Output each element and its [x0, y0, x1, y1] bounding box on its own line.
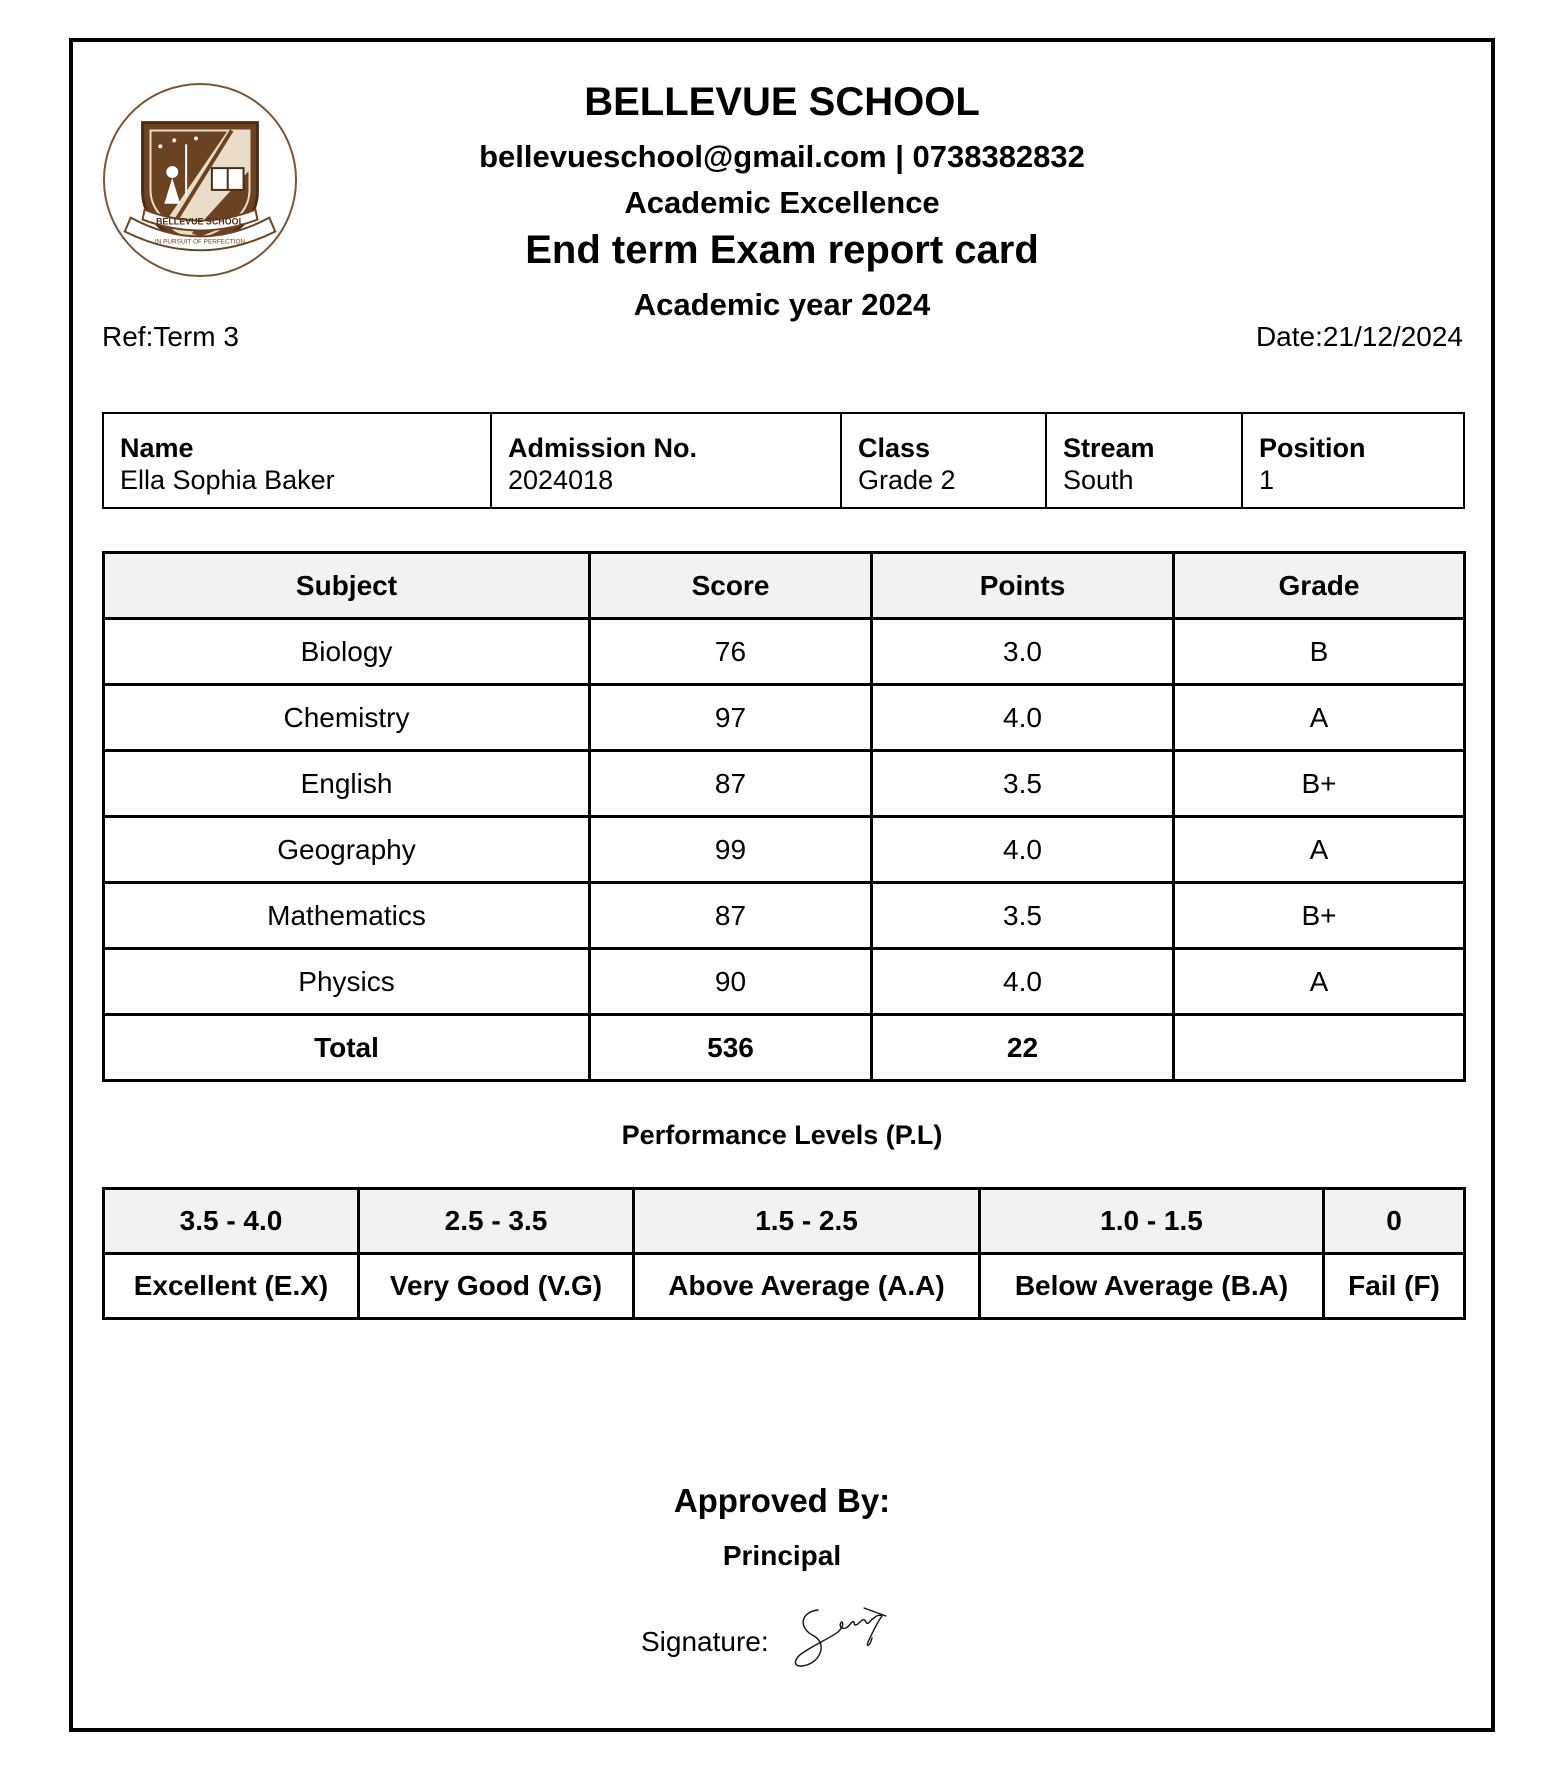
points-cell: 4.0: [872, 685, 1174, 751]
score-cell: 76: [590, 619, 872, 685]
admission-number: 2024018: [508, 465, 614, 495]
performance-levels-title: Performance Levels (P.L): [621, 1120, 943, 1150]
table-row: [104, 751, 1465, 817]
header-grade: Grade: [1174, 553, 1465, 619]
total-row: [104, 1015, 1465, 1081]
class-value: Grade 2: [858, 465, 956, 495]
subject-cell: Biology: [104, 619, 590, 685]
level-labels-row: [104, 1254, 1465, 1319]
school-name: BELLEVUE SCHOOL: [584, 80, 980, 124]
class-cell: [841, 413, 1046, 508]
academic-year: Academic year 2024: [633, 287, 931, 322]
student-name: Ella Sophia Baker: [120, 465, 335, 495]
subject-cell: Mathematics: [104, 883, 590, 949]
header-points: Points: [872, 553, 1174, 619]
grade-cell: A: [1174, 949, 1465, 1015]
logo-tagline: IN PURSUIT OF PERFECTION: [154, 238, 246, 246]
grade-cell: B: [1174, 619, 1465, 685]
grade-cell: A: [1174, 817, 1465, 883]
grade-cell: A: [1174, 685, 1465, 751]
points-cell: 3.5: [872, 751, 1174, 817]
level-label: Above Average (A.A): [634, 1254, 980, 1319]
subject-cell: English: [104, 751, 590, 817]
position-value: 1: [1259, 465, 1275, 495]
position-label: Position: [1259, 433, 1366, 463]
level-range: 1.5 - 2.5: [634, 1189, 980, 1254]
score-cell: 97: [590, 685, 872, 751]
score-cell: 87: [590, 751, 872, 817]
admission-label: Admission No.: [508, 433, 698, 463]
level-range: 2.5 - 3.5: [359, 1189, 634, 1254]
level-label: Fail (F): [1324, 1254, 1465, 1319]
points-cell: 3.0: [872, 619, 1174, 685]
table-row: [104, 685, 1465, 751]
header-subject: Subject: [104, 553, 590, 619]
admission-cell: [491, 413, 841, 508]
level-range: 3.5 - 4.0: [104, 1189, 359, 1254]
grades-header-row: [104, 553, 1465, 619]
table-row: [104, 817, 1465, 883]
stream-value: South: [1063, 465, 1134, 495]
logo-text: BELLEVUE SCHOOL: [155, 216, 245, 227]
points-cell: 3.5: [872, 883, 1174, 949]
report-date: Date:21/12/2024: [1255, 321, 1463, 352]
signature-label: Signature:: [641, 1626, 769, 1657]
total-grade: [1174, 1015, 1465, 1081]
table-row: [104, 949, 1465, 1015]
points-cell: 4.0: [872, 949, 1174, 1015]
level-label: Below Average (B.A): [980, 1254, 1324, 1319]
school-motto: Academic Excellence: [624, 185, 940, 220]
subject-cell: Geography: [104, 817, 590, 883]
name-label: Name: [120, 433, 194, 463]
score-cell: 99: [590, 817, 872, 883]
term-reference: Ref:Term 3: [102, 321, 239, 352]
school-contact: bellevueschool@gmail.com | 0738382832: [479, 139, 1085, 174]
level-range: 1.0 - 1.5: [980, 1189, 1324, 1254]
student-info-table: [102, 412, 1465, 509]
stream-label: Stream: [1063, 433, 1155, 463]
total-points: 22: [872, 1015, 1174, 1081]
report-title: End term Exam report card: [525, 228, 1039, 272]
header-score: Score: [590, 553, 872, 619]
approver-role: Principal: [722, 1540, 842, 1571]
signature-image: [790, 1602, 890, 1672]
subject-cell: Physics: [104, 949, 590, 1015]
table-row: [104, 619, 1465, 685]
total-score: 536: [590, 1015, 872, 1081]
grade-cell: B+: [1174, 883, 1465, 949]
level-ranges-row: [104, 1189, 1465, 1254]
table-row: [104, 883, 1465, 949]
approved-by-heading: Approved By:: [673, 1482, 891, 1519]
class-label: Class: [858, 433, 931, 463]
position-cell: [1242, 413, 1464, 508]
student-name-cell: [103, 413, 491, 508]
total-label: Total: [104, 1015, 590, 1081]
level-label: Excellent (E.X): [104, 1254, 359, 1319]
level-label: Very Good (V.G): [359, 1254, 634, 1319]
subject-cell: Chemistry: [104, 685, 590, 751]
stream-cell: [1046, 413, 1242, 508]
grade-cell: B+: [1174, 751, 1465, 817]
score-cell: 90: [590, 949, 872, 1015]
points-cell: 4.0: [872, 817, 1174, 883]
level-range: 0: [1324, 1189, 1465, 1254]
performance-levels-table: [102, 1187, 1466, 1320]
grades-table: [102, 551, 1466, 1082]
score-cell: 87: [590, 883, 872, 949]
